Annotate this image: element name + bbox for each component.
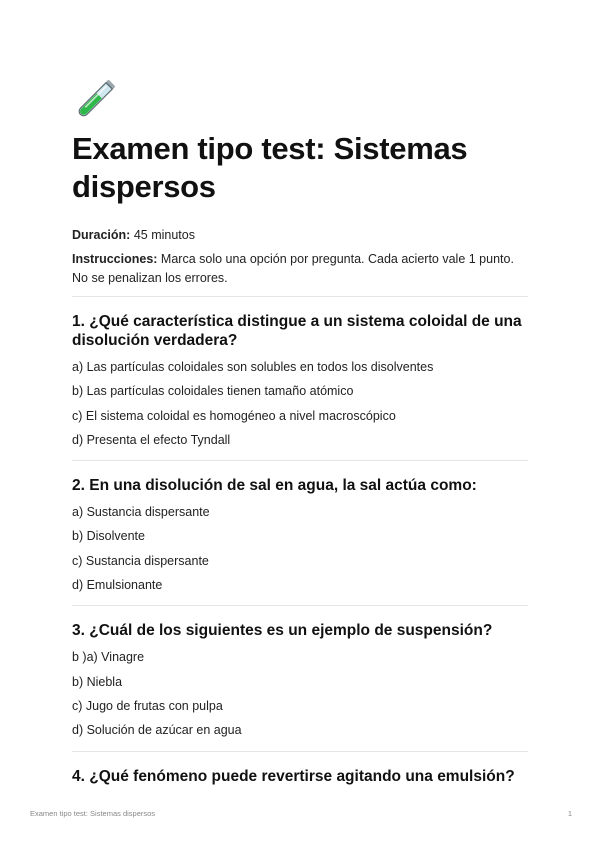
- option-b[interactable]: b) Niebla: [72, 674, 123, 689]
- footer-title: Examen tipo test: Sistemas dispersos: [30, 809, 156, 818]
- test-tube-icon: [72, 76, 118, 124]
- question-1: [72, 297, 528, 452]
- question-title: 4. ¿Qué fenómeno puede revertirse agitando una emulsión?: [72, 767, 515, 785]
- page-number: 1: [567, 809, 572, 818]
- page-title: Examen tipo test: Sistemas dispersos: [72, 131, 468, 204]
- duration-line: [72, 226, 528, 245]
- question-title: 1. ¿Qué característica distingue a un sistema coloidal de una disolución verdadera?: [72, 313, 522, 349]
- question-3: [72, 606, 528, 742]
- page-footer: [30, 809, 572, 818]
- option-c[interactable]: c) El sistema coloidal es homogéneo a nivel macroscópico: [72, 408, 396, 423]
- question-2: [72, 461, 528, 597]
- option-b[interactable]: b) Disolvente: [72, 529, 145, 544]
- question-title: 3. ¿Cuál de los siguientes es un ejemplo de suspensión?: [72, 622, 493, 640]
- question-4: [72, 752, 528, 786]
- option-c[interactable]: c) Sustancia dispersante: [72, 553, 209, 568]
- option-c[interactable]: c) Jugo de frutas con pulpa: [72, 698, 223, 713]
- question-title: 2. En una disolución de sal en agua, la sal actúa como:: [72, 477, 477, 495]
- option-d[interactable]: d) Presenta el efecto Tyndall: [72, 432, 231, 447]
- instructions-value: Marca solo una opción por pregunta. Cada acierto vale 1 punto. No se penalizan los errores.: [72, 252, 514, 285]
- exam-meta: [72, 226, 528, 288]
- option-a[interactable]: a) Las partículas coloidales son solubles en todos los disolventes: [72, 360, 434, 374]
- option-a[interactable]: a) Sustancia dispersante: [72, 505, 210, 520]
- exam-page: [72, 76, 528, 791]
- option-a[interactable]: b )a) Vinagre: [72, 650, 145, 665]
- duration-value: 45 minutos: [133, 228, 195, 242]
- option-d[interactable]: d) Emulsionante: [72, 578, 163, 593]
- duration-label: Duración:: [72, 228, 131, 242]
- option-b[interactable]: b) Las partículas coloidales tienen tamaño atómico: [72, 384, 354, 399]
- instructions-label: Instrucciones:: [72, 252, 158, 266]
- instructions-line: [72, 250, 528, 288]
- option-d[interactable]: d) Solución de azúcar en agua: [72, 723, 242, 738]
